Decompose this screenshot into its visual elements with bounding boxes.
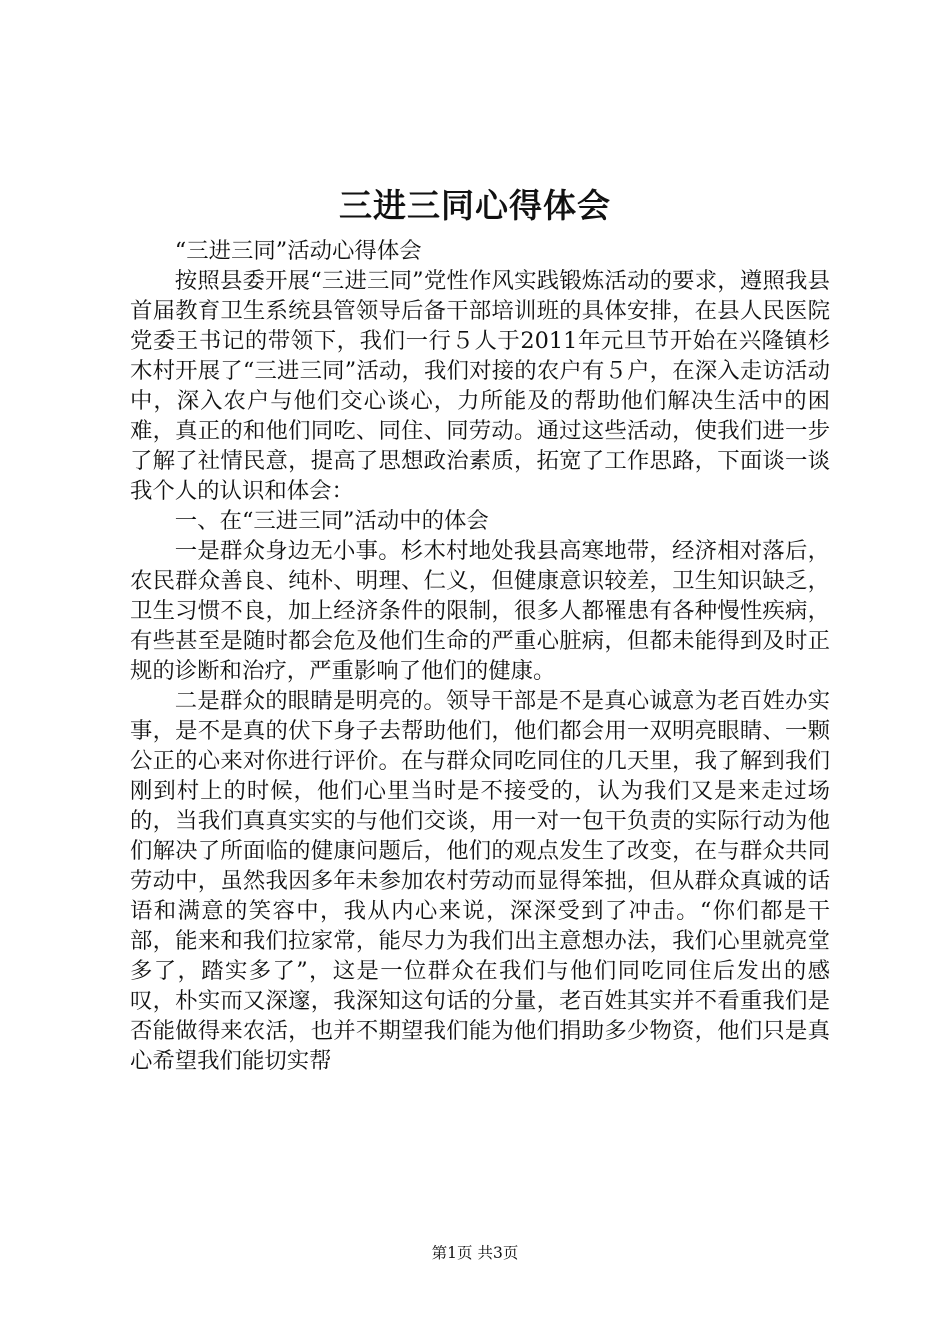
paragraph-point-one: 一是群众身边无小事。杉木村地处我县高寒地带，经济相对落后，农民群众善良、纯朴、明理、仁义，但健康意识较差，卫生知识缺乏，卫生习惯不良，加上经济条件的限制，很多人都罹患有各种慢性疾病，有些甚至是随时都会危及他们生命的严重心脏病，但都未能得到及时正规的诊断和治疗，严重影响了他们的健康。 (130, 538, 830, 684)
section-heading: 一、在“三进三同”活动中的体会 (174, 508, 489, 534)
document-body (130, 236, 830, 1076)
paragraph-intro: 按照县委开展“三进三同”党性作风实践锻炼活动的要求，遵照我县首届教育卫生系统县管领导后备干部培训班的具体安排，在县人民医院党委王书记的带领下，我们一行５人于2011年元旦节开始在兴隆镇杉木村开展了“三进三同”活动，我们对接的农户有５户，在深入走访活动中，深入农户与他们交心谈心，力所能及的帮助他们解决生活中的困难，真正的和他们同吃、同住、同劳动。通过这些活动，使我们进一步了解了社情民意，提高了思想政治素质，拓宽了工作思路，下面谈一谈我个人的认识和体会： (130, 268, 830, 504)
document-title: 三进三同心得体会 (339, 186, 611, 225)
page-footer: 第1页 共3页 (431, 1244, 519, 1262)
paragraph-subtitle: “三进三同”活动心得体会 (174, 238, 422, 264)
paragraph-point-two: 二是群众的眼睛是明亮的。领导干部是不是真心诚意为老百姓办实事，是不是真的伏下身子去帮助他们，他们都会用一双明亮眼睛、一颗公正的心来对你进行评价。在与群众同吃同住的几天里，我了解到我们刚到村上的时候，他们心里当时是不接受的，认为我们又是来走过场的，当我们真真实实的与他们交谈，用一对一包干负责的实际行动为他们解决了所面临的健康问题后，他们的观点发生了改变，在与群众共同劳动中，虽然我因多年未参加农村劳动而显得笨拙，但从群众真诚的话语和满意的笑容中，我从内心来说，深深受到了冲击。“你们都是干部，能来和我们拉家常，能尽力为我们出主意想办法，我们心里就亮堂多了，踏实多了”，这是一位群众在我们与他们同吃同住后发出的感叹，朴实而又深邃，我深知这句话的分量，老百姓其实并不看重我们是否能做得来农活，也并不期望我们能为他们捐助多少物资，他们只是真心希望我们能切实帮 (130, 688, 830, 1074)
